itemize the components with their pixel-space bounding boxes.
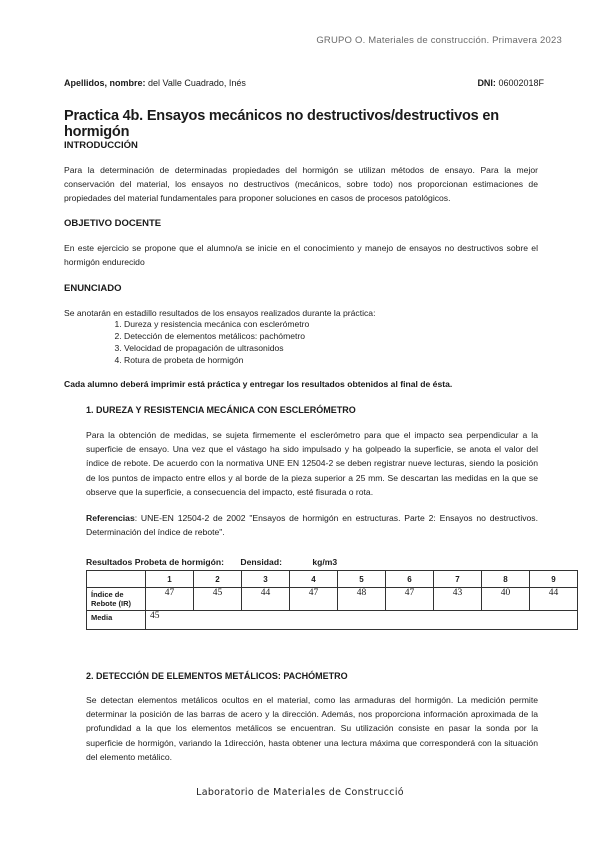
list-item: 4. Rotura de probeta de hormigón (124, 354, 309, 366)
section1-text: Para la obtención de medidas, se sujeta firmemente el esclerómetro para que el impacto sea perpendicular a la superficie de ensayo. Una vez que el vástago ha sido impulsado y ha golpeado la superficie, se anota el valor del índice de rebote. De acuerdo con la normativa UNE EN 12504-2 se deben registrar nueve lecturas, siendo la posición de los puntos de impacto entre ellos y al borde de la pieza superior a 25 mm. Se descartan las medidas en la que se observe que la superficie, a consecuencia del impacto, esté fisurada o rota. (86, 430, 538, 497)
table-cell: 44 (530, 588, 578, 611)
density-label: Densidad: (240, 557, 282, 567)
dni-value: 06002018F (498, 78, 544, 88)
table-cell: 48 (338, 588, 386, 611)
intro-heading: INTRODUCCIÓN (64, 140, 138, 151)
table-cell: 47 (146, 588, 194, 611)
column-header: 8 (482, 571, 530, 588)
student-info (64, 78, 544, 88)
table-cell: 47 (290, 588, 338, 611)
test-list (64, 318, 309, 366)
results-header (86, 557, 337, 567)
column-header: 3 (242, 571, 290, 588)
column-header: 1 (146, 571, 194, 588)
column-header: 2 (194, 571, 242, 588)
list-item: 2. Detección de elementos metálicos: pachómetro (124, 330, 309, 342)
section1-heading: 1. DUREZA Y RESISTENCIA MECÁNICA CON ESCLERÓMETRO (86, 405, 356, 415)
table-cell: 43 (434, 588, 482, 611)
page-header: GRUPO O. Materiales de construcción. Primavera 2023 (316, 35, 562, 46)
reference-text: : UNE-EN 12504-2 de 2002 "Ensayos de hormigón en estructuras. Parte 2: Ensayos no destructivos. Determinación del índice de rebote". (86, 513, 538, 537)
student-dni (477, 78, 544, 88)
objective-heading: OBJETIVO DOCENTE (64, 218, 162, 229)
reference-label: Referencias (86, 513, 135, 523)
statement-intro: Se anotarán en estadillo resultados de los ensayos realizados durante la práctica: (64, 308, 376, 318)
rebound-table (86, 570, 578, 630)
dni-label: DNI: (477, 78, 496, 88)
table-row (87, 588, 578, 611)
section2-heading: 2. DETECCIÓN DE ELEMENTOS METÁLICOS: PACHÓMETRO (86, 671, 348, 681)
page-footer: Laboratorio de Materiales de Construcció (196, 787, 404, 798)
row-label: Índice de Rebote (IR) (87, 588, 146, 611)
column-header: 7 (434, 571, 482, 588)
list-item: 3. Velocidad de propagación de ultrasonidos (124, 342, 309, 354)
results-label: Resultados Probeta de hormigón: (86, 557, 224, 567)
section1-reference (86, 511, 538, 539)
table-cell: 44 (242, 588, 290, 611)
name-label: Apellidos, nombre: (64, 78, 146, 88)
table-cell: 40 (482, 588, 530, 611)
table-row-mean (87, 611, 578, 630)
page-title: Practica 4b. Ensayos mecánicos no destructivos/destructivos en hormigón (64, 108, 499, 140)
mean-label: Media (87, 611, 146, 630)
student-name (64, 78, 246, 88)
section2-text: Se detectan elementos metálicos ocultos en el material, como las armaduras del hormigón. La medición permite determinar la posición de las barras de acero y la dirección. Además, nos proporciona información aproximada de la profundidad a la que los elementos metálicos se encuentran. Su utilización consiste en pasar la sonda por la superficie de hormigón, variando la 1dirección, hasta obtener una lectura máxima que corresponderá con la situación del elemento metálico. (86, 695, 538, 762)
column-header: 6 (386, 571, 434, 588)
mean-value: 45 (146, 611, 578, 630)
objective-text: En este ejercicio se propone que el alumno/a se inicie en el conocimiento y manejo de ensayos no destructivos sobre el hormigón endurecido (64, 243, 538, 268)
statement-heading: ENUNCIADO (64, 283, 122, 294)
list-item: 1. Dureza y resistencia mecánica con esclerómetro (124, 318, 309, 330)
column-header: 5 (338, 571, 386, 588)
table-cell: 45 (194, 588, 242, 611)
density-unit: kg/m3 (312, 557, 338, 567)
column-header: 9 (530, 571, 578, 588)
intro-text: Para la determinación de determinadas propiedades del hormigón se utilizan métodos de ensayo. Para la mejor conservación del material, los ensayos no destructivos (mecánicos, sobre todo) nos proporcionan estimaciones de propiedades del material fundamentales para proponer soluciones en casos de procesos patológicos. (64, 165, 538, 204)
column-header: 4 (290, 571, 338, 588)
table-cell: 47 (386, 588, 434, 611)
print-note: Cada alumno deberá imprimir está práctica y entregar los resultados obtenidos al final de ésta. (64, 379, 453, 389)
name-value: del Valle Cuadrado, Inés (148, 78, 246, 88)
table-header-row (87, 571, 578, 588)
